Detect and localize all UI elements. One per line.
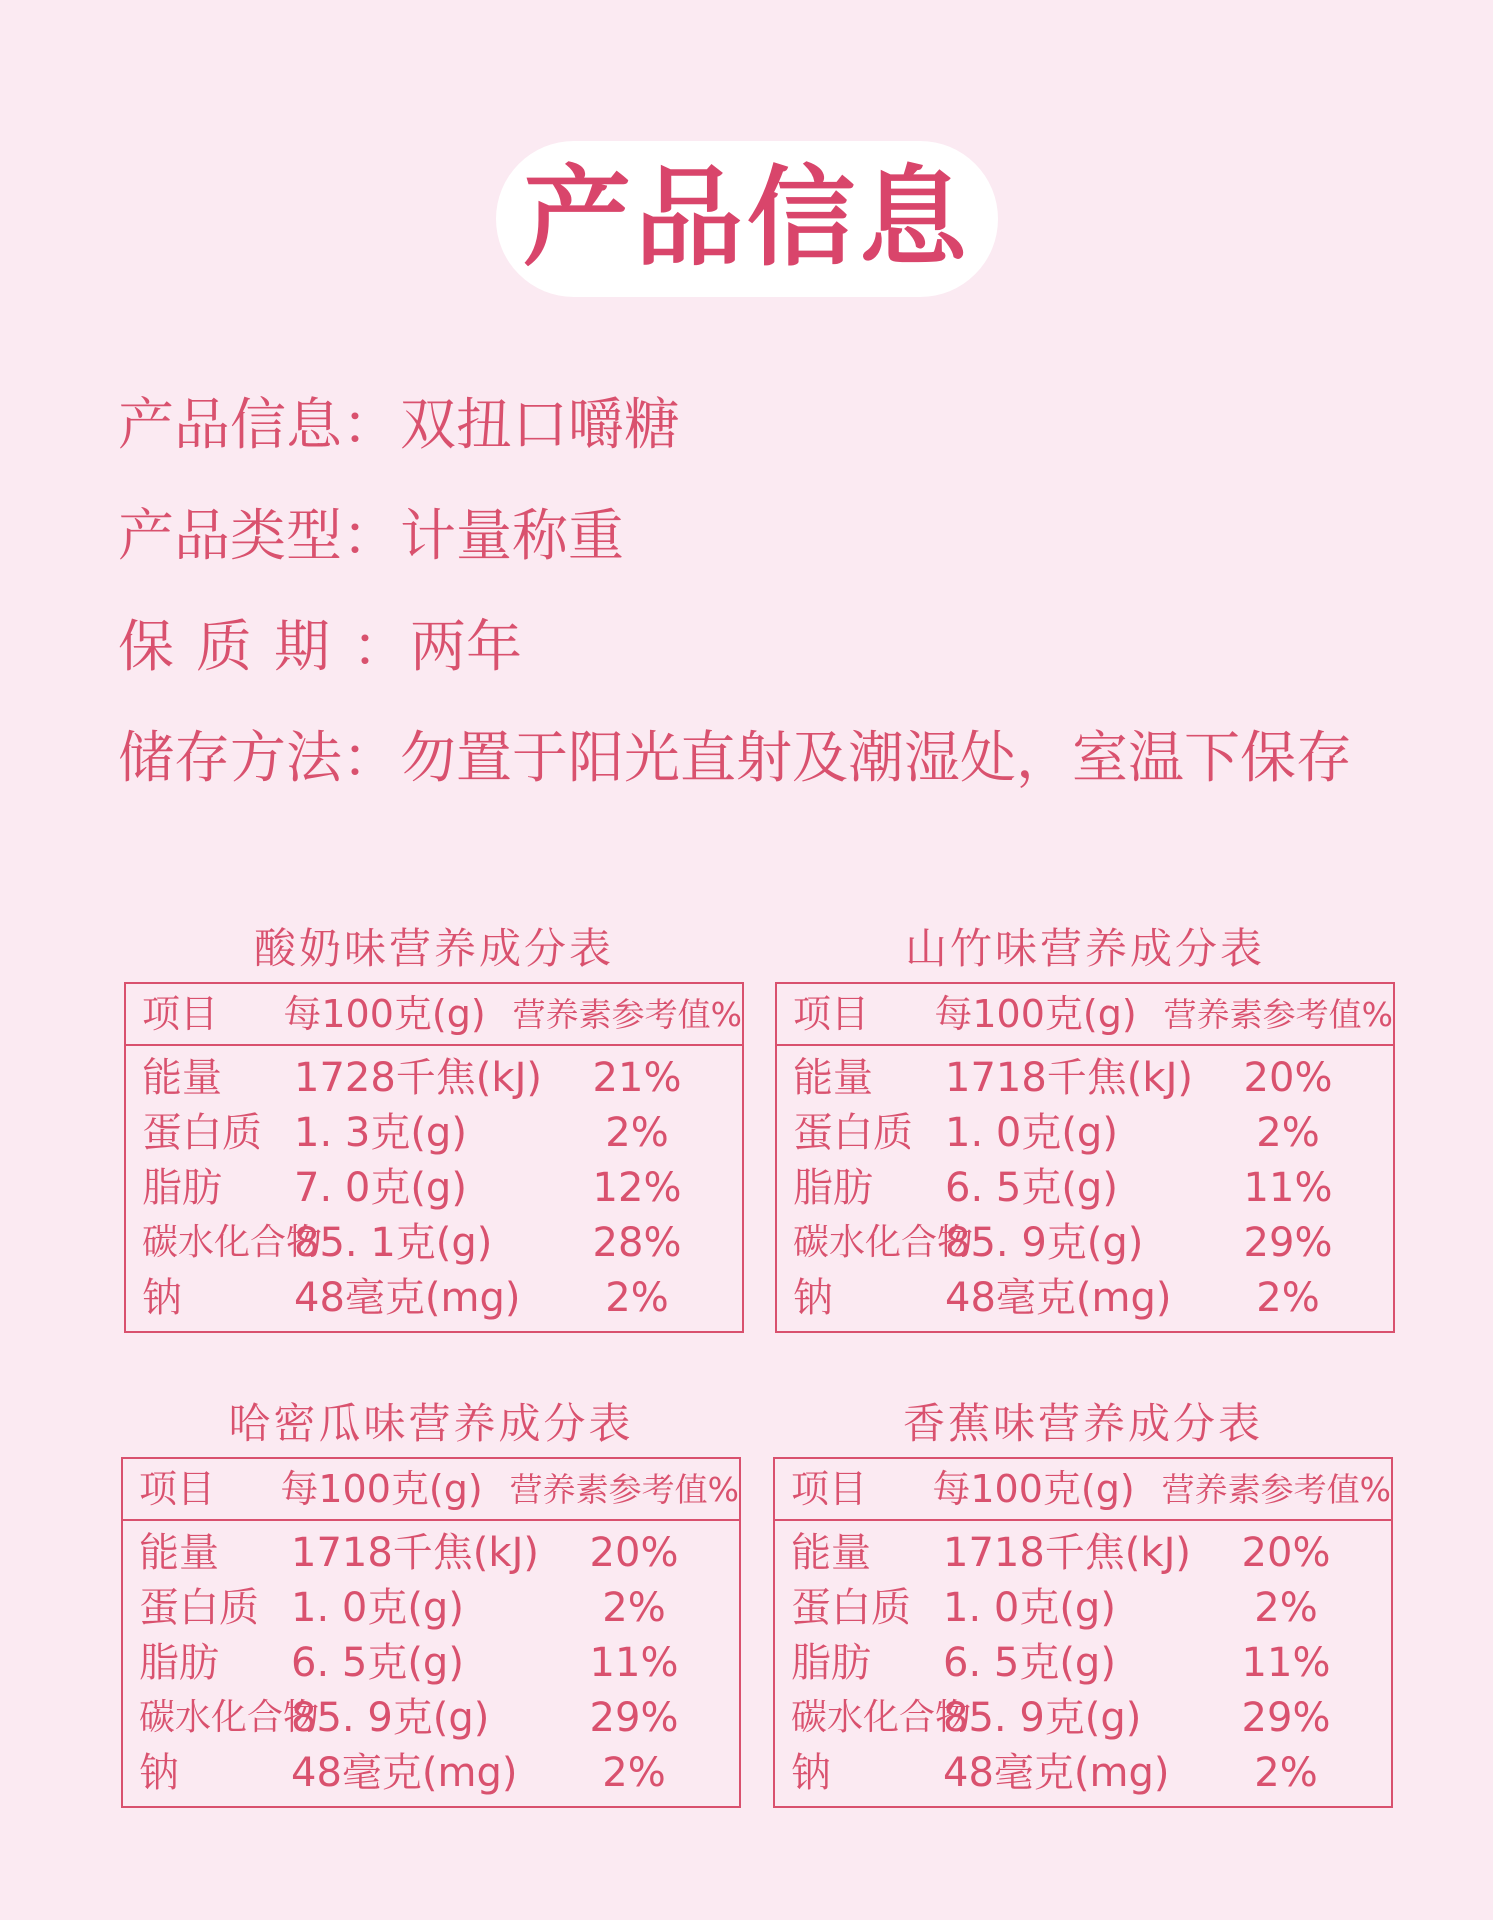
nutrition-table-title: 山竹味营养成分表	[904, 924, 1265, 973]
row-item: 蛋白质	[793, 1109, 913, 1156]
row-nrv: 2%	[602, 1749, 666, 1796]
info-value: 两年	[410, 615, 522, 680]
table-row	[123, 1580, 739, 1635]
nutrition-table-header	[123, 1459, 739, 1521]
row-amount: 1718千焦(kJ)	[291, 1529, 539, 1576]
row-amount: 1. 0克(g)	[943, 1584, 1116, 1631]
title-pill	[496, 141, 998, 297]
row-item: 脂肪	[142, 1164, 222, 1211]
header-item: 项目	[139, 1467, 216, 1511]
nutrition-table-header	[775, 1459, 1391, 1521]
row-nrv: 2%	[1254, 1749, 1318, 1796]
nutrition-table-title: 酸奶味营养成分表	[253, 924, 614, 973]
row-amount: 6. 5克(g)	[291, 1639, 464, 1686]
row-amount: 85. 1克(g)	[294, 1219, 493, 1266]
row-amount: 1718千焦(kJ)	[943, 1529, 1191, 1576]
table-row	[775, 1745, 1391, 1800]
row-item: 碳水化合物	[142, 1221, 323, 1263]
header-nrv: 营养素参考值%	[1163, 994, 1393, 1034]
row-amount: 7. 0克(g)	[294, 1164, 467, 1211]
row-amount: 85. 9克(g)	[943, 1694, 1142, 1741]
nutrition-table	[124, 982, 744, 1333]
nutrition-table	[775, 982, 1395, 1333]
row-item: 能量	[142, 1054, 222, 1101]
row-nrv: 2%	[1254, 1584, 1318, 1631]
row-nrv: 20%	[589, 1529, 679, 1576]
row-nrv: 29%	[1243, 1219, 1333, 1266]
row-item: 能量	[139, 1529, 219, 1576]
nutrition-block-melon	[121, 1399, 741, 1808]
table-row	[777, 1270, 1393, 1325]
table-row	[777, 1050, 1393, 1105]
info-label: 储存方法	[118, 726, 342, 791]
row-amount: 48毫克(mg)	[291, 1749, 518, 1796]
row-nrv: 11%	[589, 1639, 679, 1686]
table-row	[123, 1525, 739, 1580]
info-value: 勿置于阳光直射及潮湿处，室温下保存	[400, 726, 1352, 791]
header-item: 项目	[142, 992, 219, 1036]
table-row	[123, 1690, 739, 1745]
row-item: 钠	[791, 1749, 831, 1796]
header-nrv: 营养素参考值%	[512, 994, 742, 1034]
header-nrv: 营养素参考值%	[1161, 1469, 1391, 1509]
row-item: 脂肪	[791, 1639, 871, 1686]
row-item: 能量	[793, 1054, 873, 1101]
table-row	[777, 1160, 1393, 1215]
info-separator: ：	[352, 615, 408, 680]
info-separator: ：	[342, 504, 398, 569]
info-label: 产品信息	[118, 393, 342, 458]
nutrition-table-header	[777, 984, 1393, 1046]
info-separator: ：	[342, 726, 398, 791]
row-item: 碳水化合物	[791, 1696, 972, 1738]
row-item: 脂肪	[793, 1164, 873, 1211]
nutrition-table-title: 哈密瓜味营养成分表	[228, 1399, 634, 1448]
info-separator: ：	[342, 393, 398, 458]
row-amount: 48毫克(mg)	[943, 1749, 1170, 1796]
row-amount: 85. 9克(g)	[945, 1219, 1144, 1266]
nutrition-table	[121, 1457, 741, 1808]
table-row	[123, 1635, 739, 1690]
table-row	[775, 1690, 1391, 1745]
info-row-storage	[118, 726, 1352, 791]
info-value: 计量称重	[400, 504, 624, 569]
table-row	[126, 1270, 742, 1325]
table-row	[126, 1215, 742, 1270]
table-row	[775, 1525, 1391, 1580]
page-title: 产品信息	[522, 156, 971, 281]
table-row	[777, 1215, 1393, 1270]
row-nrv: 2%	[605, 1274, 669, 1321]
row-nrv: 28%	[592, 1219, 682, 1266]
row-amount: 1. 0克(g)	[945, 1109, 1118, 1156]
row-nrv: 2%	[1256, 1274, 1320, 1321]
header-per100: 每100克(g)	[280, 1467, 483, 1511]
row-amount: 1728千焦(kJ)	[294, 1054, 542, 1101]
row-nrv: 21%	[592, 1054, 682, 1101]
table-row	[777, 1105, 1393, 1160]
nutrition-block-banana	[773, 1399, 1393, 1808]
row-item: 蛋白质	[142, 1109, 262, 1156]
info-label: 保质期	[118, 615, 352, 680]
header-per100: 每100克(g)	[934, 992, 1137, 1036]
row-amount: 6. 5克(g)	[945, 1164, 1118, 1211]
row-amount: 85. 9克(g)	[291, 1694, 490, 1741]
table-row	[775, 1635, 1391, 1690]
row-item: 脂肪	[139, 1639, 219, 1686]
info-row-type	[118, 504, 1352, 569]
header-per100: 每100克(g)	[932, 1467, 1135, 1511]
row-amount: 48毫克(mg)	[294, 1274, 521, 1321]
row-amount: 1718千焦(kJ)	[945, 1054, 1193, 1101]
row-item: 碳水化合物	[793, 1221, 974, 1263]
product-info-list	[118, 393, 1352, 842]
row-item: 蛋白质	[791, 1584, 911, 1631]
header-item: 项目	[791, 1467, 868, 1511]
nutrition-block-yogurt	[124, 924, 744, 1333]
row-item: 钠	[139, 1749, 179, 1796]
row-item: 碳水化合物	[139, 1696, 320, 1738]
table-row	[126, 1105, 742, 1160]
table-row	[123, 1745, 739, 1800]
nutrition-table-title: 香蕉味营养成分表	[902, 1399, 1263, 1448]
row-nrv: 2%	[602, 1584, 666, 1631]
row-item: 钠	[793, 1274, 833, 1321]
header-per100: 每100克(g)	[283, 992, 486, 1036]
row-item: 蛋白质	[139, 1584, 259, 1631]
nutrition-table	[773, 1457, 1393, 1808]
row-amount: 6. 5克(g)	[943, 1639, 1116, 1686]
info-row-shelf-life	[118, 615, 1352, 680]
info-label: 产品类型	[118, 504, 342, 569]
info-value: 双扭口嚼糖	[400, 393, 680, 458]
row-nrv: 11%	[1243, 1164, 1333, 1211]
row-nrv: 29%	[1241, 1694, 1331, 1741]
row-nrv: 20%	[1243, 1054, 1333, 1101]
nutrition-block-mangosteen	[775, 924, 1395, 1333]
nutrition-table-header	[126, 984, 742, 1046]
row-nrv: 29%	[589, 1694, 679, 1741]
header-nrv: 营养素参考值%	[509, 1469, 739, 1509]
table-row	[126, 1050, 742, 1105]
row-amount: 1. 0克(g)	[291, 1584, 464, 1631]
row-amount: 48毫克(mg)	[945, 1274, 1172, 1321]
row-nrv: 2%	[1256, 1109, 1320, 1156]
row-amount: 1. 3克(g)	[294, 1109, 467, 1156]
table-row	[126, 1160, 742, 1215]
table-row	[775, 1580, 1391, 1635]
header-item: 项目	[793, 992, 870, 1036]
row-nrv: 20%	[1241, 1529, 1331, 1576]
row-nrv: 11%	[1241, 1639, 1331, 1686]
row-item: 能量	[791, 1529, 871, 1576]
info-row-name	[118, 393, 1352, 458]
row-nrv: 2%	[605, 1109, 669, 1156]
row-item: 钠	[142, 1274, 182, 1321]
row-nrv: 12%	[592, 1164, 682, 1211]
